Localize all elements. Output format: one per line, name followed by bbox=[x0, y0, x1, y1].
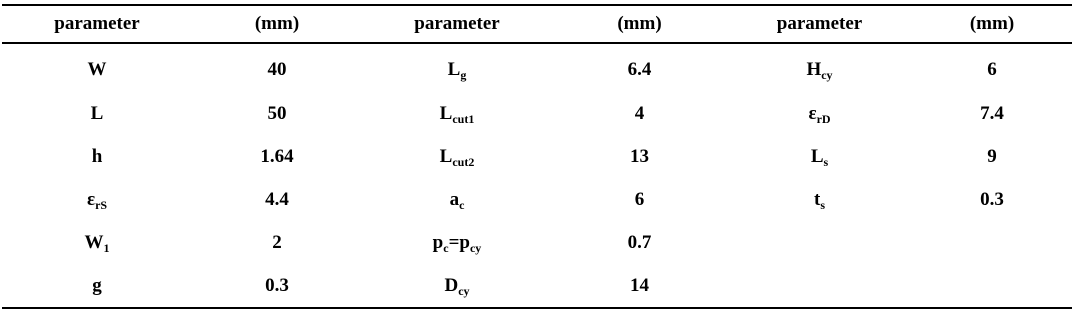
parameter-subscript: 1 bbox=[103, 240, 110, 255]
parameter-subscript: c bbox=[459, 197, 465, 212]
parameter-cell bbox=[727, 264, 912, 308]
table-row bbox=[2, 221, 1072, 264]
parameter-subscript: s bbox=[823, 154, 829, 169]
parameter-cell bbox=[2, 178, 192, 221]
header-parameter-3: parameter bbox=[776, 13, 863, 34]
parameter-symbol: g bbox=[92, 274, 102, 296]
parameter-symbol: W bbox=[84, 231, 104, 253]
parameter-subscript: cy bbox=[458, 283, 470, 298]
value-cell: 6.4 bbox=[627, 59, 652, 80]
value-cell: 14 bbox=[630, 274, 649, 296]
parameter-subscript: rS bbox=[95, 197, 108, 212]
parameter-symbol: L bbox=[447, 59, 461, 80]
table-row bbox=[2, 43, 1072, 92]
table-row bbox=[2, 178, 1072, 221]
value-cell: 7.4 bbox=[980, 102, 1004, 124]
parameter-cell bbox=[362, 92, 552, 135]
parameter-symbol: ε bbox=[86, 188, 96, 210]
parameter-symbol: H bbox=[806, 59, 822, 80]
value-cell: 40 bbox=[267, 59, 287, 80]
parameter-subscript: s bbox=[820, 197, 825, 212]
value-cell: 9 bbox=[987, 145, 997, 167]
parameter-symbol: L bbox=[439, 102, 453, 124]
value-cell: 6 bbox=[634, 188, 645, 210]
value-cell: 0.7 bbox=[627, 231, 652, 253]
parameter-subscript: rD bbox=[816, 111, 831, 126]
header-parameter-1: parameter bbox=[54, 13, 140, 34]
parameter-cell bbox=[2, 43, 192, 92]
parameter-cell bbox=[362, 264, 552, 308]
header-mm-3: (mm) bbox=[969, 13, 1015, 34]
parameter-cell bbox=[362, 135, 552, 178]
parameter-subscript: cut2 bbox=[452, 154, 475, 169]
value-cell: 2 bbox=[272, 231, 282, 253]
parameter-symbol: p bbox=[432, 231, 444, 253]
parameter-symbol: W bbox=[87, 59, 107, 80]
parameter-symbol-continued: =p bbox=[448, 231, 470, 253]
parameter-cell bbox=[2, 221, 192, 264]
parameter-cell bbox=[362, 221, 552, 264]
value-cell bbox=[912, 264, 1072, 308]
table-row bbox=[2, 92, 1072, 135]
table-body bbox=[2, 43, 1072, 308]
parameter-cell bbox=[362, 43, 552, 92]
header-mm-2: (mm) bbox=[617, 13, 662, 34]
header-row bbox=[2, 5, 1072, 43]
table-header bbox=[2, 5, 1072, 43]
parameter-symbol: a bbox=[449, 188, 460, 210]
parameter-subscript-continued: cy bbox=[469, 240, 482, 255]
value-cell bbox=[912, 221, 1072, 264]
value-cell: 4.4 bbox=[265, 188, 289, 210]
header-parameter-2: parameter bbox=[414, 13, 500, 34]
table-row bbox=[2, 135, 1072, 178]
parameter-subscript: c bbox=[443, 240, 449, 255]
value-cell: 0.3 bbox=[265, 274, 289, 296]
parameter-symbol: L bbox=[810, 145, 824, 167]
parameter-symbol: L bbox=[90, 102, 104, 124]
parameter-cell bbox=[727, 178, 912, 221]
parameter-cell bbox=[2, 135, 192, 178]
parameter-cell bbox=[727, 221, 912, 264]
parameter-symbol: L bbox=[439, 145, 453, 167]
parameter-cell bbox=[2, 264, 192, 308]
parameter-cell bbox=[362, 178, 552, 221]
parameter-symbol: t bbox=[814, 188, 821, 210]
value-cell: 1.64 bbox=[260, 145, 294, 167]
parameter-table bbox=[2, 4, 1072, 309]
parameter-cell bbox=[727, 43, 912, 92]
parameter-cell bbox=[727, 135, 912, 178]
parameter-subscript: cy bbox=[821, 68, 833, 82]
parameter-cell bbox=[2, 92, 192, 135]
value-cell: 50 bbox=[267, 102, 287, 124]
parameter-symbol: ε bbox=[808, 102, 817, 124]
table-row bbox=[2, 264, 1072, 308]
parameter-subscript: g bbox=[460, 68, 467, 82]
parameter-subscript: cut1 bbox=[452, 111, 475, 126]
parameter-symbol: D bbox=[444, 274, 459, 296]
parameter-symbol: h bbox=[91, 145, 103, 167]
value-cell: 4 bbox=[634, 102, 645, 124]
parameter-cell bbox=[727, 92, 912, 135]
value-cell: 0.3 bbox=[980, 188, 1004, 210]
value-cell: 13 bbox=[630, 145, 649, 167]
value-cell: 6 bbox=[987, 59, 997, 80]
header-mm-1: (mm) bbox=[254, 13, 300, 34]
